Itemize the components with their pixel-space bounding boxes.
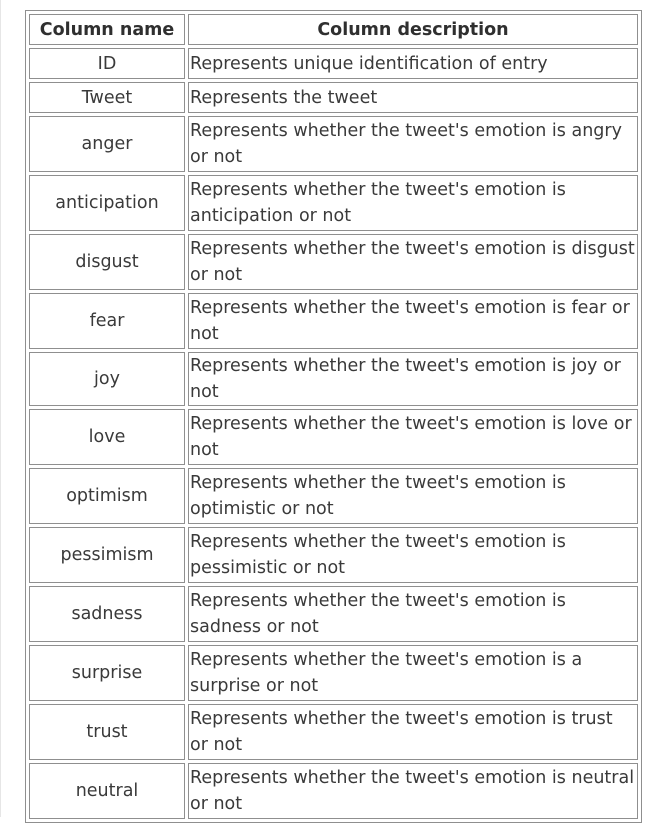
column-description-cell: Represents whether the tweet's emotion is optimistic or not [188, 468, 638, 524]
column-description-cell: Represents the tweet [188, 82, 638, 113]
table-row [29, 409, 638, 465]
column-description-cell: Represents whether the tweet's emotion is joy or not [188, 352, 638, 406]
column-description-cell: Represents whether the tweet's emotion is a surprise or not [188, 645, 638, 701]
column-description-header: Column description [188, 14, 638, 45]
table-header-row [29, 14, 638, 45]
column-description-cell: Represents whether the tweet's emotion is disgust or not [188, 234, 638, 290]
table-row [29, 468, 638, 524]
table-row [29, 116, 638, 172]
column-description-cell: Represents whether the tweet's emotion is fear or not [188, 293, 638, 349]
column-description-cell: Represents whether the tweet's emotion is neutral or not [188, 763, 638, 819]
column-name-cell: anger [29, 116, 185, 172]
table-row [29, 527, 638, 583]
column-name-cell: sadness [29, 586, 185, 642]
column-name-cell: love [29, 409, 185, 465]
column-description-cell: Represents whether the tweet's emotion is trust or not [188, 704, 638, 760]
column-name-cell: anticipation [29, 175, 185, 231]
table-row [29, 175, 638, 231]
column-description-cell: Represents whether the tweet's emotion is anticipation or not [188, 175, 638, 231]
table-row [29, 352, 638, 406]
column-name-cell: Tweet [29, 82, 185, 113]
column-description-cell: Represents whether the tweet's emotion is sadness or not [188, 586, 638, 642]
column-name-cell: ID [29, 48, 185, 79]
table-row [29, 586, 638, 642]
column-name-header: Column name [29, 14, 185, 45]
column-name-cell: pessimism [29, 527, 185, 583]
table-row [29, 763, 638, 819]
table-row [29, 48, 638, 79]
column-description-cell: Represents unique identification of entry [188, 48, 638, 79]
column-name-cell: optimism [29, 468, 185, 524]
table-row [29, 234, 638, 290]
column-description-cell: Represents whether the tweet's emotion is pessimistic or not [188, 527, 638, 583]
table-row [29, 82, 638, 113]
column-description-cell: Represents whether the tweet's emotion is love or not [188, 409, 638, 465]
table-row [29, 645, 638, 701]
column-name-cell: surprise [29, 645, 185, 701]
column-name-cell: trust [29, 704, 185, 760]
column-description-table [25, 10, 642, 823]
table-row [29, 293, 638, 349]
column-name-cell: joy [29, 352, 185, 406]
table-row [29, 704, 638, 760]
column-description-cell: Represents whether the tweet's emotion is angry or not [188, 116, 638, 172]
page-left-edge [0, 0, 1, 817]
column-name-cell: fear [29, 293, 185, 349]
column-name-cell: neutral [29, 763, 185, 819]
column-name-cell: disgust [29, 234, 185, 290]
